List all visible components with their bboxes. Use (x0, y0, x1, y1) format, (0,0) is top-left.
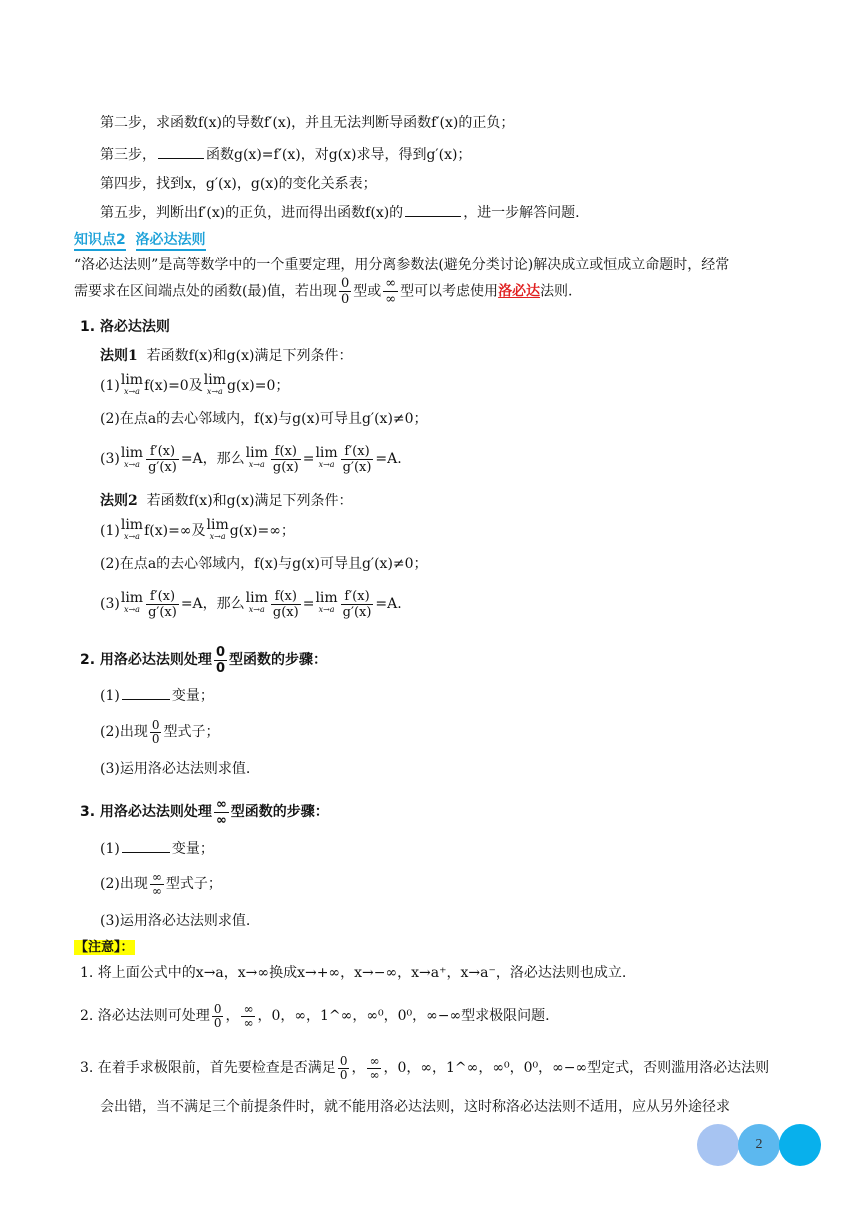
note-3-continued: 会出错，当不满足三个前提条件时，就不能用洛必达法则，这时称洛必达法则不适用，应从另外途径求 (100, 1099, 730, 1115)
fraction-zero-over-zero: $\frac{0}{0}$ (340, 276, 350, 307)
fraction-f-over-g: $\frac{f(x)}{g(x)}$ (272, 443, 299, 475)
limit-operator: lim x→a (206, 517, 229, 541)
note-label: 【注意】： (75, 940, 134, 955)
item-2-step-1: (1) 变量； (100, 685, 214, 707)
fraction-f-over-g: $\frac{f(x)}{g(x)}$ (272, 588, 299, 620)
step-2: 第二步，求函数f(x)的导数f′(x)，并且无法判断导函数f′(x)的正负； (100, 115, 515, 131)
fraction-inf-over-inf: $\frac{\infty}{\infty}$ (215, 796, 227, 828)
rule-1-intro: 法则1 若函数f(x)和g(x)满足下列条件： (100, 348, 353, 364)
intro-line-1: “洛必达法则”是高等数学中的一个重要定理，用分离参数法(避免分类讨论)解决成立或恒成立命题时，经常 (74, 257, 730, 273)
rule-2-intro: 法则2 若函数f(x)和g(x)满足下列条件： (100, 493, 353, 509)
item-1-heading: 1. 洛必达法则 (80, 319, 170, 335)
note-1: 1. 将上面公式中的x→a，x→∞换成x→+∞，x→−∞，x→a⁺，x→a⁻，洛必达法则也成立. (80, 965, 627, 981)
fill-blank[interactable] (158, 144, 204, 159)
limit-operator: lim x→a (120, 517, 144, 541)
item-3-step-3: (3)运用洛必达法则求值. (100, 913, 251, 929)
item-3-heading: 3. 用洛必达法则处理 $\frac{\infty}{\infty}$ 型函数的步骤： (80, 796, 329, 828)
limit-operator: lim x→a (120, 445, 144, 469)
step-5: 第五步，判断出f′(x)的正负，进而得出函数f(x)的 ，进一步解答问题. (100, 202, 580, 224)
fraction-inf-over-inf: $\frac{\infty}{\infty}$ (243, 1001, 254, 1030)
note-2: 2. 洛必达法则可处理 $\frac{0}{0}$ ， $\frac{\infty}{\infty}$ ，0，∞，1^∞，∞⁰，0⁰，∞−∞型求极限问题. (80, 1001, 550, 1030)
item-3-step-1: (1) 变量； (100, 838, 214, 860)
limit-operator: lim x→a (120, 372, 144, 396)
item-2-heading: 2. 用洛必达法则处理 $\frac{0}{0}$ 型函数的步骤： (80, 644, 327, 676)
section-title (74, 229, 206, 251)
item-2-step-3: (3)运用洛必达法则求值. (100, 761, 251, 777)
fraction-inf-over-inf: $\frac{\infty}{\infty}$ (369, 1053, 380, 1082)
rule-1-condition-1: (1) lim x→a f(x)=0及 lim x→a g(x)=0； (100, 372, 290, 396)
rule-2-condition-3: (3) lim x→a $\frac{f'(x)}{g'(x)}$ =A，那么 lim x→a $\frac{f(x)}{g(x)}$ = lim x→a $\frac{f'(x)}{g'(x)}$ =A. (100, 588, 402, 620)
intro-line-2: 需要求在区间端点处的函数(最)值，若出现 $\frac{0}{0}$ 型或 $\frac{\infty}{\infty}$ 型可以考虑使用洛必达法则. (74, 276, 573, 307)
fraction-inf-over-inf: $\frac{\infty}{\infty}$ (151, 869, 162, 898)
rule-2-condition-1: (1) lim x→a f(x)=∞及 lim x→a g(x)=∞； (100, 517, 295, 541)
limit-operator: lim x→a (203, 372, 226, 396)
rule-1-condition-3: (3) lim x→a $\frac{f'(x)}{g'(x)}$ =A，那么 lim x→a $\frac{f(x)}{g(x)}$ = lim x→a $\frac{f'(x)}{g'(x)}$ =A. (100, 443, 402, 475)
limit-operator: lim x→a (245, 590, 268, 614)
fraction-zero-over-zero: $\frac{0}{0}$ (339, 1053, 348, 1082)
fraction-zero-over-zero: $\frac{0}{0}$ (151, 717, 160, 746)
section-heading: 洛必达法则 (136, 232, 206, 251)
lhopital-link[interactable]: 洛必达 (498, 283, 541, 300)
fraction-inf-over-inf: $\frac{\infty}{\infty}$ (385, 276, 397, 307)
note-3: 3. 在着手求极限前，首先要检查是否满足 $\frac{0}{0}$ ， $\frac{\infty}{\infty}$ ，0，∞，1^∞，∞⁰，0⁰，∞−∞型定式，否则滥用洛必达法则 (80, 1053, 770, 1082)
fill-blank[interactable] (122, 838, 170, 853)
limit-operator: lim x→a (245, 445, 268, 469)
fraction-zero-over-zero: $\frac{0}{0}$ (215, 644, 225, 676)
page-circle-right (779, 1124, 821, 1166)
item-3-step-2: (2)出现 $\frac{\infty}{\infty}$ 型式子； (100, 869, 222, 898)
fill-blank[interactable] (405, 202, 461, 217)
step-4: 第四步，找到x，g′(x)，g(x)的变化关系表； (100, 176, 377, 192)
page-number: 2 (755, 1137, 763, 1152)
rule-1-condition-2: (2)在点a的去心邻域内，f(x)与g(x)可导且g′(x)≠0； (100, 411, 428, 427)
item-2-step-2: (2)出现 $\frac{0}{0}$ 型式子； (100, 717, 220, 746)
limit-operator: lim x→a (315, 445, 338, 469)
fraction-fp-over-gp: $\frac{f'(x)}{g'(x)}$ (148, 588, 177, 620)
fraction-zero-over-zero: $\frac{0}{0}$ (213, 1001, 222, 1030)
limit-operator: lim x→a (315, 590, 338, 614)
limit-operator: lim x→a (120, 590, 144, 614)
fraction-fp-over-gp: $\frac{f'(x)}{g'(x)}$ (342, 588, 372, 620)
section-label: 知识点2 (74, 232, 126, 251)
rule-2-condition-2: (2)在点a的去心邻域内，f(x)与g(x)可导且g′(x)≠0； (100, 556, 428, 572)
fill-blank[interactable] (122, 685, 170, 700)
fraction-fp-over-gp: $\frac{f'(x)}{g'(x)}$ (148, 443, 177, 475)
step-3: 第三步， 函数g(x)=f′(x)，对g(x)求导，得到g′(x)； (100, 144, 471, 166)
fraction-fp-over-gp: $\frac{f'(x)}{g'(x)}$ (342, 443, 372, 475)
page-circle-left (697, 1124, 739, 1166)
